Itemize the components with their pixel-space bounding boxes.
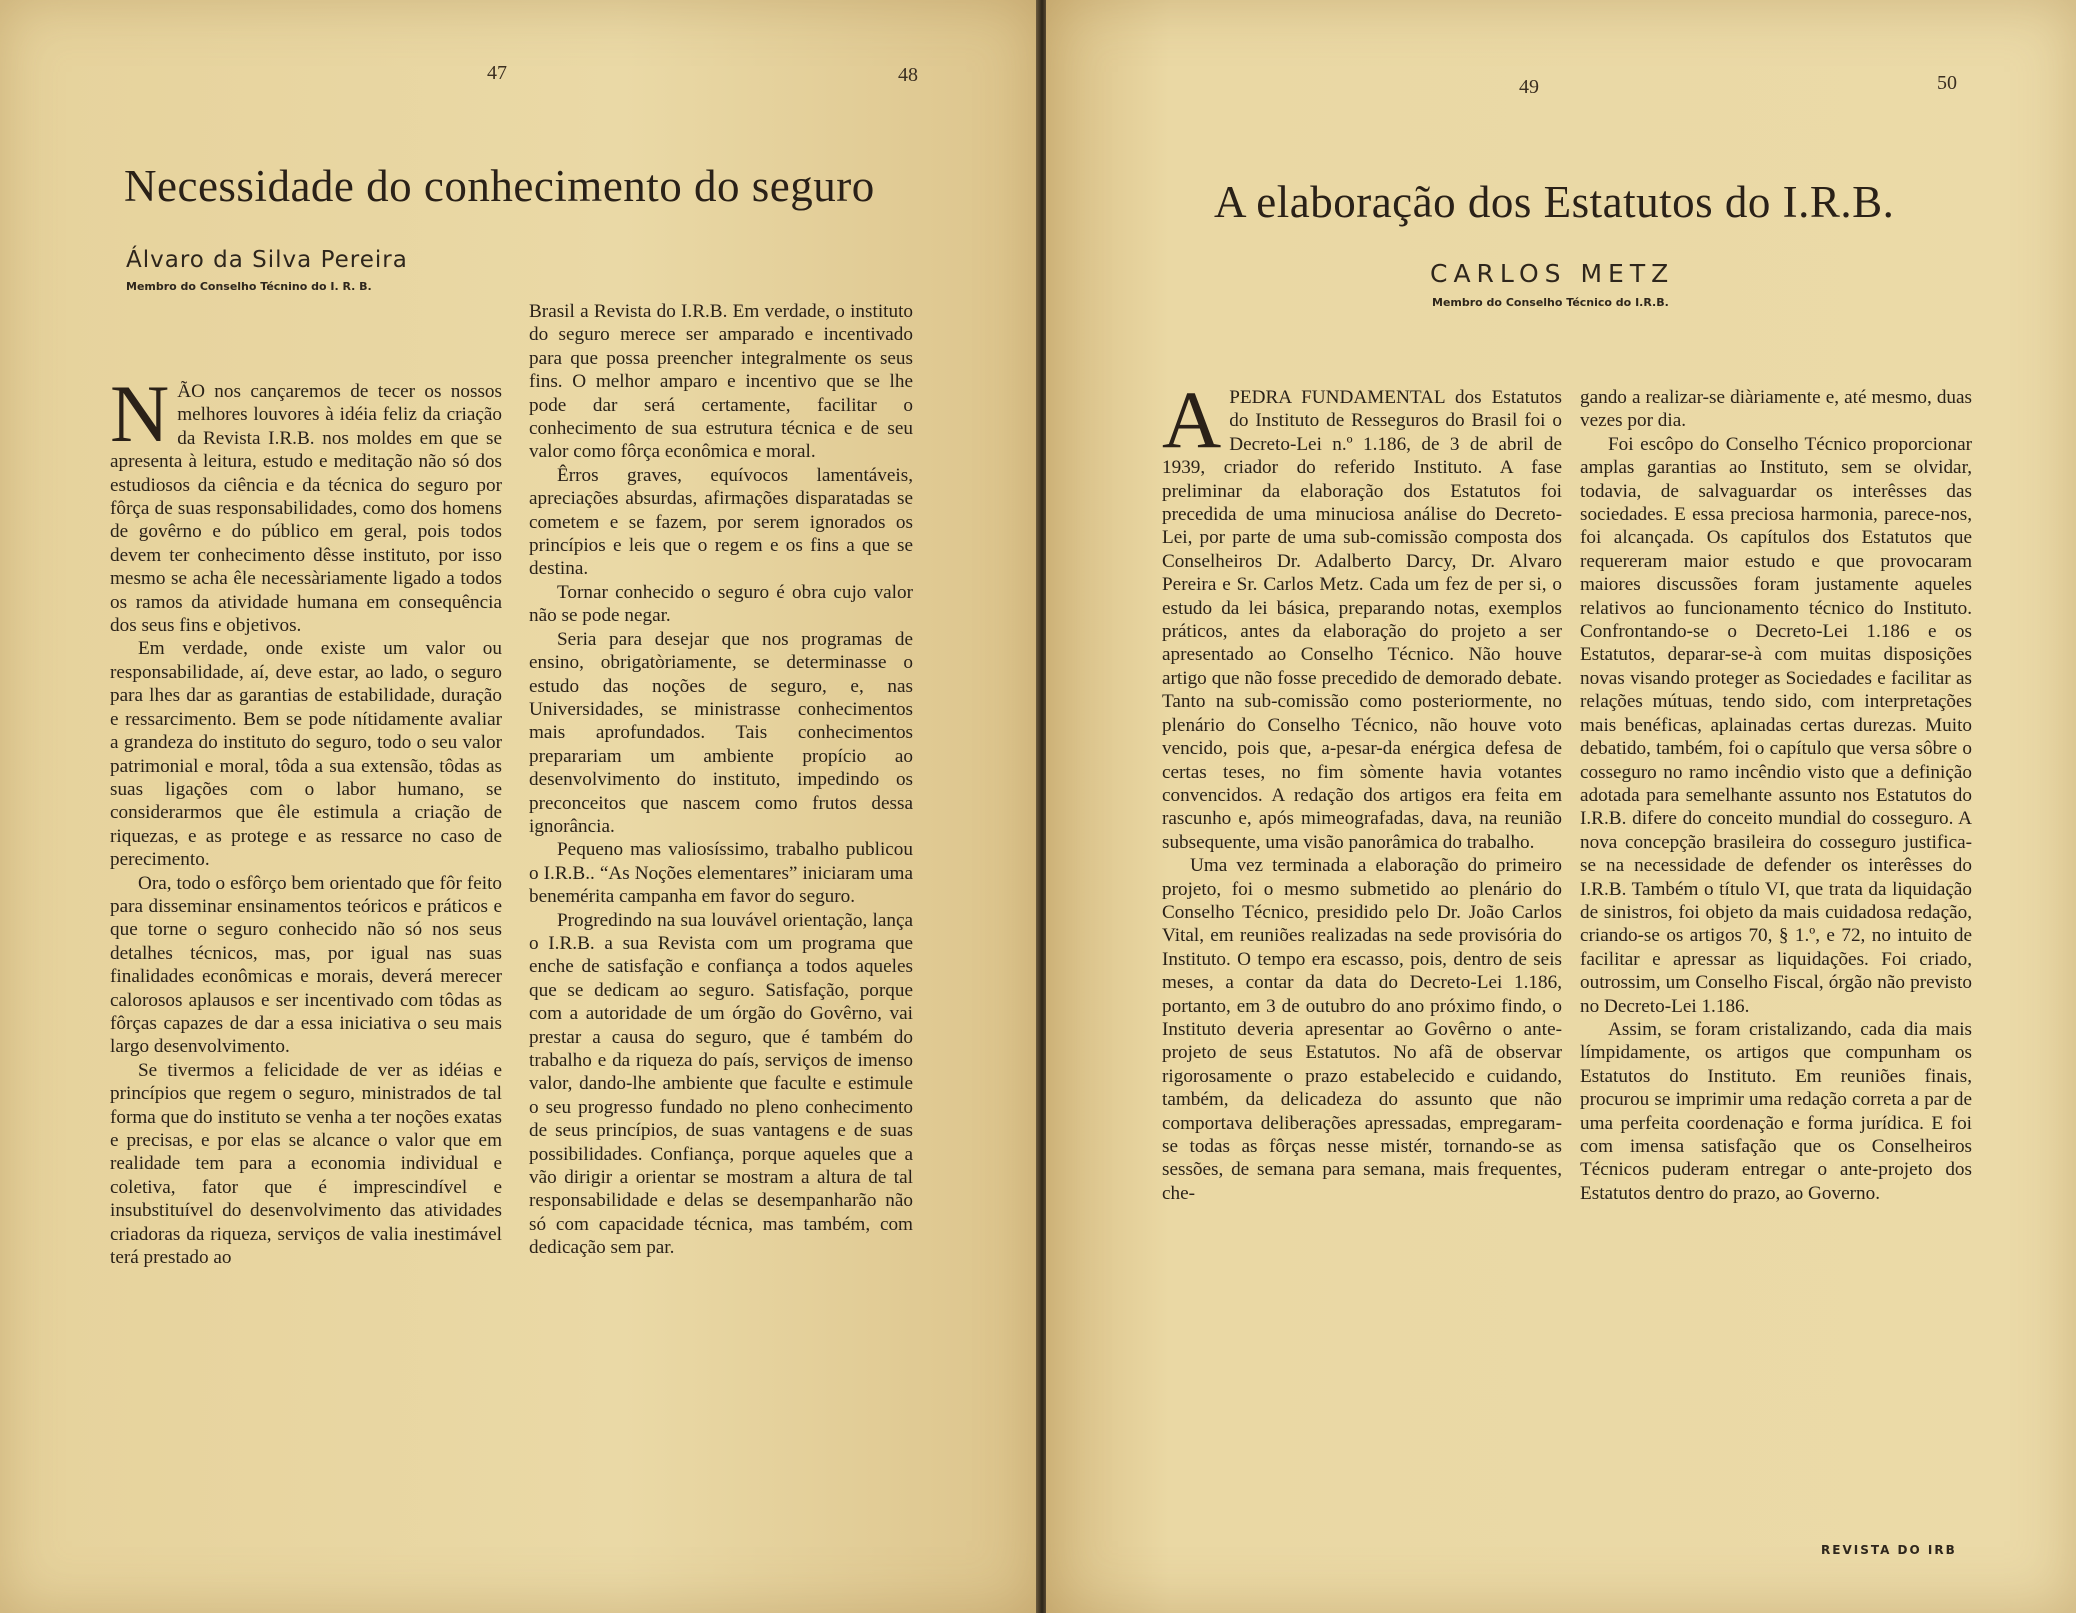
paragraph: NÃO nos cançaremos de tecer os nossos melhores louvores à idéia feliz da criação da Revista I.R.B. nos moldes em que se apresenta à leitura, estudo e meditação não só dos estudiosos da ciência e da técnica do seguro por fôrça de suas responsabilidades, como dos homens de govêrno e do público em geral, pois todos devem ter conhecimento dêsse instituto, por isso mesmo se acha êle necessàriamente ligado a todos os ramos da atividade humana em consequência dos seus fins e objetivos.: [110, 368, 502, 637]
right-page: [1046, 0, 2076, 1613]
article-title: Necessidade do conhecimento do seguro: [124, 161, 875, 211]
paragraph: Seria para desejar que nos programas de ensino, obrigatòriamente, se determinasse o estudo das noções de seguro, e, nas Universidades, se ministrasse conhecimentos mais aprofundados. Tais conhecimentos preparariam um ambiente propício ao desenvolvimento do instituto, impedindo os preconceitos que nascem como frutos dessa ignorância.: [529, 628, 913, 837]
drop-cap: N: [110, 368, 170, 459]
paragraph: Em verdade, onde existe um valor ou responsabilidade, aí, deve estar, ao lado, o seguro para lhes dar as garantias de estabilidade, duração e ressarcimento. Bem se pode nítidamente avaliar a grandeza do instituto do seguro, todo o seu valor patrimonial e moral, tôda a sua extensão, tôdas as suas ligações com o labor humano, se considerarmos que êle estimula a criação de riquezas, e as protege e as ressarce no caso de perecimento.: [110, 638, 502, 871]
text-column-2: [1580, 386, 1972, 1205]
paragraph: Tornar conhecido o seguro é obra cujo valor não se pode negar.: [529, 581, 913, 627]
paragraph: Assim, se foram cristalizando, cada dia mais límpidamente, os artigos que compunham os Estatutos do Instituto. Em reuniões finais, procurou se imprimir uma redação correta a par de uma perfeita coordenação e forma jurídica. E foi com imensa satisfação que os Conselheiros Técnicos puderam entregar o ante-projeto dos Estatutos dentro do prazo, ao Governo.: [1580, 1018, 1972, 1204]
article-title: A elaboração dos Estatutos do I.R.B.: [1214, 177, 1895, 227]
author-role: Membro do Conselho Técnico do I.R.B.: [1432, 296, 1669, 309]
article-author: CARLOS METZ: [1430, 259, 1675, 288]
paragraph: Se tivermos a felicidade de ver as idéias e princípios que regem o seguro, ministrados de tal forma que do instituto se venha a ter noções exatas e precisas, e por elas se alcance o valor que em realidade tem para a economia individual e coletiva, fator que é imprescindível e insubstituível do desenvolvimento das atividades criadoras da riqueza, serviços de valia inestimável terá prestado ao: [110, 1059, 502, 1269]
page-number-49: 49: [1519, 76, 1539, 98]
paragraph: APEDRA FUNDAMENTAL dos Estatutos do Instituto de Resseguros do Brasil foi o Decreto-Lei n.º 1.186, de 3 de abril de 1939, criador do referido Instituto. A fase preliminar da elaboração dos Estatutos foi precedida de uma minuciosa análise do Decreto-Lei, por parte de uma sub-comissão composta dos Conselheiros Dr. Adalberto Darcy, Dr. Alvaro Pereira e Sr. Carlos Metz. Cada um fez de per si, o estudo da lei básica, preparando notas, exemplos práticos, antes da elaboração do projeto a ser apresentado ao Conselho Técnico. Não houve artigo que não fosse precedido de demorado debate. Tanto na sub-comissão como posteriormente, no plenário do Conselho Técnico, não houve voto vencido, pois que, a-pesar-da enérgica defesa de certas teses, no fim sòmente havia votantes convencidos. A redação dos artigos era feita em rascunho e, após mimeografadas, dava, na reunião subsequente, uma visão panorâmica do trabalho.: [1162, 374, 1562, 853]
text-column-2: [529, 300, 913, 1260]
magazine-footer: REVISTA DO IRB: [1821, 1543, 1957, 1557]
paragraph: Progredindo na sua louvável orientação, lança o I.R.B. a sua Revista com um programa que enche de satisfação e confiança a todos aqueles que se dedicam ao seguro. Satisfação, porque com a autoridade de um órgão do Govêrno, vai prestar a causa do seguro, que é também do trabalho e da riqueza do país, serviços de imenso valor, dando-lhe ambiente que faculte e estimule o seu progresso fundado no pleno conhecimento de seus princípios, de suas vantagens e de suas possibilidades. Confiança, porque aqueles que a vão dirigir a orientar se mostram a altura de tal responsabilidade e delas se desempanharão não só com capacidade técnica, mas também, com dedicação sem par.: [529, 909, 913, 1259]
paragraph: Uma vez terminada a elaboração do primeiro projeto, foi o mesmo submetido ao plenário do Conselho Técnico, presidido pelo Dr. João Carlos Vital, em reuniões realizadas na sede provisória do Instituto. O tempo era escasso, pois, dentro de seis meses, a contar da data do Decreto-Lei 1.186, portanto, em 3 de outubro do ano próximo findo, o Instituto deveria apresentar ao Govêrno o ante-projeto de seus Estatutos. No afã de observar rigorosamente o prazo estabelecido e cuidando, também, da delicadeza do assunto que não comportava deliberações apressadas, empregaram-se todas as fôrças nesse mistér, tornando-se as sessões, de semana para semana, mais frequentes, che-: [1162, 855, 1562, 1204]
article-author: Álvaro da Silva Pereira: [126, 247, 408, 273]
page-number-47: 47: [487, 62, 507, 84]
paragraph: Ora, todo o esfôrço bem orientado que fôr feito para disseminar ensinamentos teóricos e práticos e que torne o seguro conhecido não só nos seus detalhes técnicos, mas, por igual nas suas finalidades econômicas e morais, deverá merecer calorosos aplausos e ser incentivado com tôdas as fôrças capazes de dar a essa iniciativa o seu mais largo desenvolvimento.: [110, 872, 502, 1058]
text-column-1: [1162, 374, 1562, 1205]
page-number-48: 48: [898, 64, 918, 86]
paragraph: Foi escôpo do Conselho Técnico proporcionar amplas garantias ao Instituto, sem se olvidar, todavia, de salvaguardar os interêsses das sociedades. E essa preciosa harmonia, parece-nos, foi alcançada. Os capítulos dos Estatutos que requereram maior estudo e que provocaram maiores discussões foram justamente aqueles relativos ao funcionamento técnico do Instituto. Confrontando-se o Decreto-Lei 1.186 e os Estatutos, deparar-se-à com muitas disposições novas visando proteger as Sociedades e facilitar as relações mútuas, tendo sido, com interpretações mais benéficas, aplainadas certas durezas. Muito debatido, também, foi o capítulo que versa sôbre o cosseguro no ramo incêndio visto que a definição adotada para semelhante assunto nos Estatutos do I.R.B. difere do conceito mundial do cosseguro. A nova concepção brasileira do cosseguro justifica-se na necessidade de defender os interêsses do I.R.B. Também o título VI, que trata da liquidação de sinistros, foi objeto da mais cuidadosa redação, criando-se os artigos 70, § 1.º, e 72, no intuito de facilitar e apressar as liquidações. Foi criado, outrossim, um Conselho Fiscal, órgão não previsto no Decreto-Lei 1.186.: [1580, 433, 1972, 1017]
author-role: Membro do Conselho Técnino do I. R. B.: [126, 280, 372, 293]
text-column-1: [110, 368, 502, 1269]
paragraph: gando a realizar-se diàriamente e, até mesmo, duas vezes por dia.: [1580, 387, 1972, 432]
drop-cap: A: [1162, 374, 1222, 465]
paragraph: Êrros graves, equívocos lamentáveis, apreciações absurdas, afirmações disparatadas se cometem e se fazem, por serem ignorados os princípios e leis que o regem e os fins a que se destina.: [529, 464, 913, 580]
page-number-50: 50: [1937, 72, 1957, 94]
paragraph: Pequeno mas valiosíssimo, trabalho publicou o I.R.B.. “As Noções elementares” iniciaram uma benemérita campanha em favor do seguro.: [529, 839, 913, 908]
paragraph: Brasil a Revista do I.R.B. Em verdade, o instituto do seguro merece ser amparado e incentivado para que possa preencher integralmente os seus fins. O melhor amparo e incentivo que se lhe pode dar será certamente, facilitar o conhecimento de sua estrutura técnica e de seu valor como fôrça econômica e moral.: [529, 301, 913, 463]
